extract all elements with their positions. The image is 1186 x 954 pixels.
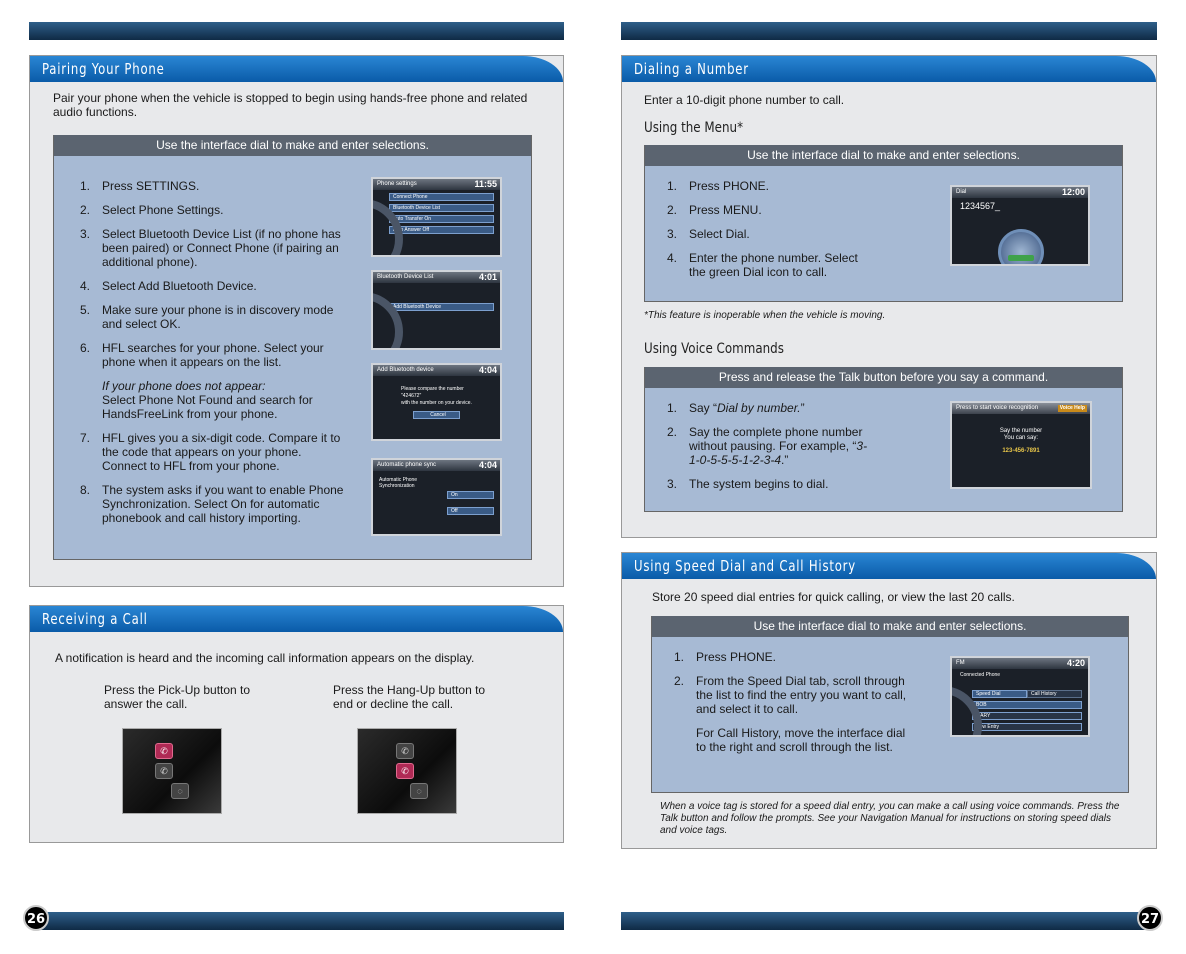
list-item: 1. Press SETTINGS. bbox=[80, 179, 200, 193]
hangup-caption: Press the Hang-Up button to end or decline the call. bbox=[333, 683, 486, 711]
receiving-title: Receiving a Call bbox=[30, 606, 563, 632]
speed-dial-title: Using Speed Dial and Call History bbox=[622, 553, 1156, 579]
list-item: 2. Select Phone Settings. bbox=[80, 203, 224, 217]
voice-subhead: Using Voice Commands bbox=[644, 341, 784, 357]
connected-phone-screen: FM 4:20 Connected Phone Speed Dial Call History BOB MARY New Entry bbox=[950, 656, 1090, 737]
list-item: 2. From the Speed Dial tab, scroll through the list to find the entry you want to call, and select it to call. For Call History, move the interface dial to the right and scroll through the list. bbox=[674, 674, 907, 754]
add-bluetooth-device-screen: Add Bluetooth device 4:04 Please compare the number "424672" with the number on your device. Cancel bbox=[371, 363, 502, 441]
list-item: 1. Press PHONE. bbox=[667, 179, 770, 193]
voice-recognition-screen: Press to start voice recognition Voice Help Say the number You can say: 123-456-7891 bbox=[950, 401, 1092, 489]
dialing-title: Dialing a Number bbox=[622, 56, 1156, 82]
speed-dial-panel bbox=[651, 616, 1129, 793]
list-item: 3. The system begins to dial. bbox=[667, 477, 829, 491]
speed-dial-panel-header: Use the interface dial to make and enter selections. bbox=[652, 616, 1128, 637]
list-item: 1. Say “Dial by number.” bbox=[667, 401, 805, 415]
hangup-button-icon: ✆ bbox=[396, 763, 414, 779]
menu-panel bbox=[644, 145, 1123, 302]
pairing-section bbox=[29, 55, 564, 587]
pickup-button-icon: ✆ bbox=[396, 743, 414, 759]
menu-panel-header: Use the interface dial to make and enter selections. bbox=[645, 145, 1122, 166]
pairing-panel-header: Use the interface dial to make and enter selections. bbox=[54, 135, 531, 156]
list-item: 3. Select Dial. bbox=[667, 227, 750, 241]
bottom-bar-left bbox=[40, 912, 564, 930]
bluetooth-device-list-screen: Bluetooth Device List 4:01 Add Bluetooth Device bbox=[371, 270, 502, 350]
talk-button-icon: ◌ bbox=[410, 783, 428, 799]
list-item: 7. HFL gives you a six-digit code. Compare it to the code that appears on your phone. Connect to HFL from your phone. bbox=[80, 431, 341, 473]
menu-steps bbox=[667, 179, 877, 289]
list-item: 1. Press PHONE. bbox=[674, 650, 777, 664]
pickup-caption: Press the Pick-Up button to answer the call. bbox=[104, 683, 251, 711]
page-number-right: 27 bbox=[1137, 905, 1163, 931]
speed-dial-steps bbox=[674, 650, 909, 764]
list-item: 5. Make sure your phone is in discovery mode and select OK. bbox=[80, 303, 334, 331]
list-item: 4. Enter the phone number. Select the green Dial icon to call. bbox=[667, 251, 858, 279]
talk-button-icon: ◌ bbox=[171, 783, 189, 799]
speed-dial-footnote: When a voice tag is stored for a speed dial entry, you can make a call using voice commands. Press the Talk button and follow the prompts. See your Navigation Manual for instructions on storing speed dials and voice tags. bbox=[660, 801, 1120, 836]
pairing-steps bbox=[80, 179, 345, 535]
pickup-button-photo bbox=[122, 728, 222, 814]
automatic-phone-sync-screen: Automatic phone sync 4:04 Automatic Phone Synchronization On Off bbox=[371, 458, 502, 536]
pairing-intro: Pair your phone when the vehicle is stopped to begin using hands-free phone and related audio functions. bbox=[53, 91, 528, 119]
pairing-title: Pairing Your Phone bbox=[30, 56, 563, 82]
top-bar-right bbox=[621, 22, 1157, 40]
voice-panel bbox=[644, 367, 1123, 512]
phone-settings-screen: Phone settings 11:55 Connect Phone Bluetooth Device List Auto Transfer On Auto Answer Off bbox=[371, 177, 502, 257]
menu-footnote: *This feature is inoperable when the vehicle is moving. bbox=[644, 310, 886, 321]
list-item: 2. Press MENU. bbox=[667, 203, 762, 217]
page-number-left: 26 bbox=[23, 905, 49, 931]
receiving-section bbox=[29, 605, 564, 843]
receiving-intro: A notification is heard and the incoming call information appears on the display. bbox=[55, 651, 475, 665]
dial-screen: Dial 12:00 1234567_ bbox=[950, 185, 1090, 266]
pickup-button-icon: ✆ bbox=[155, 743, 173, 759]
speed-dial-section bbox=[621, 552, 1157, 849]
voice-panel-header: Press and release the Talk button before you say a command. bbox=[645, 367, 1122, 388]
speed-dial-intro: Store 20 speed dial entries for quick calling, or view the last 20 calls. bbox=[652, 590, 1015, 604]
menu-subhead: Using the Menu* bbox=[644, 120, 744, 136]
list-item: 4. Select Add Bluetooth Device. bbox=[80, 279, 257, 293]
list-item: 8. The system asks if you want to enable Phone Synchronization. Select On for automatic phonebook and call history importing. bbox=[80, 483, 344, 525]
bottom-bar-right bbox=[621, 912, 1146, 930]
voice-steps bbox=[667, 401, 877, 501]
hangup-button-photo bbox=[357, 728, 457, 814]
top-bar-left bbox=[29, 22, 564, 40]
dialing-section bbox=[621, 55, 1157, 538]
pairing-panel bbox=[53, 135, 532, 560]
list-item: 3. Select Bluetooth Device List (if no phone has been paired) or Connect Phone (if pairing an additional phone). bbox=[80, 227, 341, 269]
list-item: 2. Say the complete phone number without pausing. For example, “3-1-0-5-5-5-1-2-3-4.” bbox=[667, 425, 868, 467]
list-item: 6. HFL searches for your phone. Select your phone when it appears on the list. If your phone does not appear: Select Phone Not Found and search for HandsFreeLink from your phone. bbox=[80, 341, 324, 421]
dialing-intro: Enter a 10-digit phone number to call. bbox=[644, 93, 845, 107]
hangup-button-icon: ✆ bbox=[155, 763, 173, 779]
